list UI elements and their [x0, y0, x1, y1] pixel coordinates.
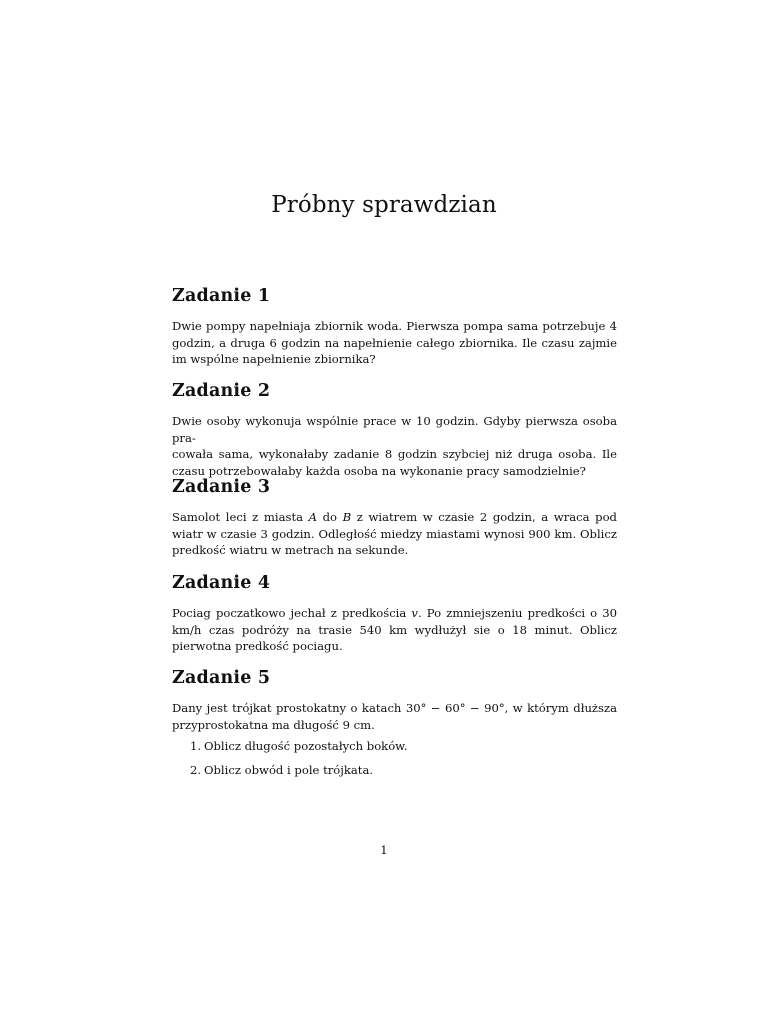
- task-1: [172, 286, 617, 366]
- task-2-text-rest: cowała sama, wykonałaby zadanie 8 godzin szybciej niż druga osoba. Ile czasu potrzebowałaby każda osoba na wykonanie pracy samodzielnie?: [172, 447, 617, 478]
- task-3-text-post: z wiatrem w czasie 2 godzin, a wraca pod wiatr w czasie 3 godzin. Odległość miedzy miastami wynosi 900 km. Oblicz predkość wiatru w metrach na sekunde.: [172, 510, 617, 557]
- task-3-heading: Zadanie 3: [172, 477, 271, 497]
- task-2: [172, 381, 617, 478]
- task-1-text: Dwie pompy napełniaja zbiornik woda. Pierwsza pompa sama potrzebuje 4 godzin, a druga 6 godzin na napełnienie całego zbiornika. Ile czasu zajmie im wspólne napełnienie zbiornika?: [172, 319, 617, 366]
- task-3-text: [172, 509, 617, 559]
- task-4-heading: Zadanie 4: [172, 573, 271, 593]
- task-2-heading: Zadanie 2: [172, 381, 271, 401]
- list-item-text: Oblicz obwód i pole trójkata.: [204, 763, 374, 777]
- task-4-text-post: . Po zmniejszeniu predkości o 30 km/h czas podróży na trasie 540 km wydłużył sie o 18 minut. Oblicz pierwotna predkość pociagu.: [172, 606, 617, 653]
- task-5: [172, 668, 617, 777]
- math-var-a: A: [308, 510, 317, 524]
- math-var-v: v: [411, 606, 418, 620]
- page-number: 1: [380, 843, 388, 857]
- task-4: [172, 573, 617, 653]
- task-3: [172, 477, 617, 557]
- list-item-number: 1.: [189, 739, 201, 753]
- math-var-b: B: [342, 510, 352, 524]
- task-5-text: Dany jest trójkat prostokatny o katach 30° − 60° − 90°, w którym dłuższa przyprostokatna ma długość 9 cm.: [172, 701, 617, 732]
- list-item-text: Oblicz długość pozostałych boków.: [204, 739, 408, 753]
- document-title: Próbny sprawdzian: [271, 192, 497, 218]
- task-3-text-mid: do: [317, 510, 343, 524]
- task-4-text: [172, 605, 617, 655]
- list-item-number: 2.: [189, 763, 201, 777]
- task-3-text-pre: Samolot leci z miasta: [172, 510, 309, 524]
- task-1-heading: Zadanie 1: [172, 286, 271, 306]
- task-2-text-line-1: Dwie osoby wykonuja wspólnie prace w 10 godzin. Gdyby pierwsza osoba pra-: [172, 414, 617, 445]
- list-item: [172, 762, 617, 778]
- task-4-text-pre: Pociag poczatkowo jechał z predkościa: [172, 606, 412, 620]
- list-item: [172, 738, 617, 754]
- task-5-heading: Zadanie 5: [172, 668, 271, 688]
